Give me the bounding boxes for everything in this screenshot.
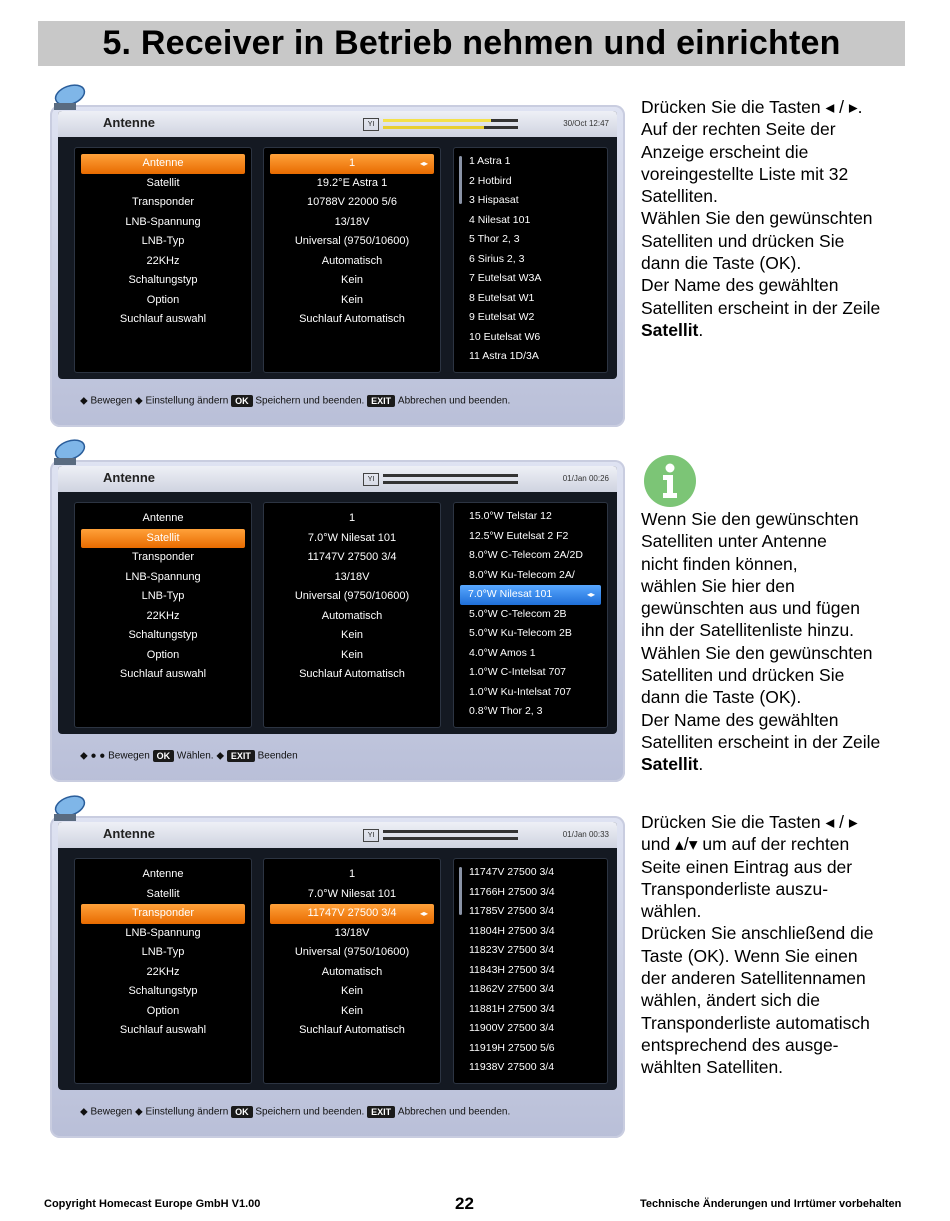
text-line: Drücken Sie die Tasten ◂ / ▸ [641,812,858,832]
osd-title: Antenne [103,826,155,841]
text-line: Drücken Sie die Tasten ◂ / ▸. [641,97,863,117]
value-22khz[interactable]: Automatisch [321,254,383,267]
list-item[interactable]: 11919H 27500 5/6 [469,1041,555,1054]
menu-item-antenne[interactable]: Antenne [81,154,245,174]
list-item[interactable]: 11785V 27500 3/4 [469,905,555,917]
menu-item-antenne[interactable]: Antenne [142,512,184,524]
menu-item-lnb-spannung[interactable]: LNB-Spannung [125,570,201,583]
list-item-text: 7.0°W Nilesat 101 [468,588,553,600]
list-item[interactable]: 5 Thor 2, 3 [469,233,520,245]
osd-title: Antenne [103,115,155,130]
osd-header [58,822,617,848]
menu-item-transponder[interactable]: Transponder [132,196,194,208]
list-item[interactable]: 11938V 27500 3/4 [469,1061,555,1073]
help-change: Einstellung ändern [145,1106,229,1118]
help-save: Speichern und beenden. [255,395,365,407]
left-right-arrow-icon: ◂▸ [586,590,595,599]
list-item[interactable]: 11766H 27500 3/4 [469,885,555,898]
menu-values [263,502,441,728]
info-icon [643,454,697,508]
menu-item-option[interactable]: Option [146,293,180,306]
list-item[interactable]: 8.0°W C-Telecom 2A/2D [469,549,583,561]
satellite-dish-icon [48,436,90,470]
text-line: nicht finden können, [641,553,798,574]
tv-frame [50,105,625,427]
list-item[interactable]: 12.5°W Eutelsat 2 F2 [469,529,569,542]
satellite-list [453,147,608,373]
tv-frame [50,460,625,782]
value-suchlauf[interactable]: Suchlauf Automatisch [299,668,405,680]
value-schaltungstyp[interactable]: Kein [340,629,364,641]
list-item[interactable]: 5.0°W Ku-Telecom 2B [469,627,572,639]
ok-key-icon: OK [231,395,253,407]
menu-item-satellit[interactable]: Satellit [146,176,180,189]
page-title-bar [38,21,905,66]
ok-key-icon: OK [231,1106,253,1118]
left-right-arrow-icon: ◂▸ [419,159,428,168]
value-22khz[interactable]: Automatisch [321,965,383,978]
menu-item-transponder[interactable]: Transponder [81,904,245,924]
value-lnb-spannung[interactable]: 13/18V [334,215,370,228]
menu-item-suchlauf[interactable]: Suchlauf auswahl [119,313,207,325]
exit-key-icon: EXIT [367,1106,395,1118]
list-item[interactable]: 3 Hispasat [469,194,519,206]
list-item[interactable]: 0.8°W Thor 2, 3 [469,705,543,717]
text-line: wählen. [641,901,702,922]
signal-quality-bar [383,481,518,484]
help-cancel: Abbrechen und beenden. [397,395,511,407]
menu-item-suchlauf[interactable]: Suchlauf auswahl [119,668,207,680]
ok-key-icon: OK [153,750,175,762]
osd-datetime: 01/Jan 00:33 [562,830,609,839]
satellite-list [453,502,608,728]
value-lnb-spannung[interactable]: 13/18V [334,926,370,939]
signal-strength-bar [383,830,518,833]
up-down-arrow-icon: ◆ ● ● [80,750,106,762]
up-down-arrow-icon: ◆ [80,1106,88,1118]
menu-item-transponder[interactable]: Transponder [132,551,194,563]
menu-item-lnb-typ[interactable]: LNB-Typ [141,590,185,602]
signal-icon: YI [363,473,379,486]
page-number: 22 [455,1194,474,1213]
list-item[interactable]: 8 Eutelsat W1 [469,291,535,304]
osd-help-bar [80,1106,510,1118]
text-line: Satelliten und drücken Sie [641,665,845,686]
list-item[interactable]: 4.0°W Amos 1 [469,646,536,659]
osd-datetime: 30/Oct 12:47 [563,119,609,128]
menu-item-suchlauf[interactable]: Suchlauf auswahl [119,1024,207,1036]
menu-item-option[interactable]: Option [146,1004,180,1017]
screenshot-antenna-satellite-list [50,95,628,427]
osd-screen [58,822,617,1090]
value-lnb-typ[interactable]: Universal (9750/10600) [294,590,410,602]
left-right-arrow-icon: ◆ [216,750,225,762]
value-transponder[interactable]: 10788V 22000 5/6 [307,196,397,208]
value-lnb-spannung[interactable]: 13/18V [334,570,370,583]
list-item[interactable]: 15.0°W Telstar 12 [469,510,552,522]
help-save: Speichern und beenden. [255,1106,365,1118]
list-item[interactable]: 11843H 27500 3/4 [469,963,555,976]
value-option[interactable]: Kein [340,1004,364,1017]
menu-item-satellit[interactable]: Satellit [146,887,180,900]
left-right-arrow-icon: ◂▸ [419,909,428,918]
text-line: entsprechend des ausge- [641,1034,839,1055]
value-schaltungstyp[interactable]: Kein [340,274,364,286]
text-line: Anzeige erscheint die [641,141,809,162]
menu-item-lnb-spannung[interactable]: LNB-Spannung [125,926,201,939]
list-item[interactable]: 11900V 27500 3/4 [469,1022,555,1034]
text-line: Seite einen Eintrag aus der [641,856,853,877]
exit-key-icon: EXIT [227,750,255,762]
text-line: gewünschten aus und fügen [641,598,860,619]
help-cancel: Abbrechen und beenden. [397,1106,511,1118]
value-suchlauf[interactable]: Suchlauf Automatisch [299,1024,405,1036]
menu-item-schaltungstyp[interactable]: Schaltungstyp [128,274,198,286]
tv-frame [50,816,625,1138]
text-line: Der Name des gewählten [641,709,839,730]
list-item[interactable]: 11823V 27500 3/4 [469,944,555,956]
osd-help-bar [80,750,298,762]
menu-item-schaltungstyp[interactable]: Schaltungstyp [128,985,198,997]
text-line: Satelliten unter Antenne [641,531,827,552]
menu-item-lnb-typ[interactable]: LNB-Typ [141,235,185,247]
list-item-selected[interactable] [460,585,601,605]
list-item[interactable]: 7 Eutelsat W3A [469,272,542,284]
text-line: Wählen Sie den gewünschten [641,208,873,229]
value-antenne[interactable] [270,154,434,174]
left-right-arrow-icon: ◆ [134,395,143,407]
list-item[interactable]: 4 Nilesat 101 [469,213,531,226]
menu-item-option[interactable]: Option [146,648,180,661]
value-text: 11747V 27500 3/4 [307,907,397,919]
value-text: 1 [348,157,356,169]
value-schaltungstyp[interactable]: Kein [340,985,364,997]
text-line: Satelliten erscheint in der Zeile [641,297,881,318]
list-item[interactable]: 1.0°W C-Intelsat 707 [469,666,566,678]
instruction-text-3 [641,811,941,1079]
help-move: Bewegen [90,395,133,407]
punctuation: . [698,754,704,775]
list-item[interactable]: 8.0°W Ku-Telecom 2A/ [469,568,575,581]
text-line: ihn der Satellitenliste hinzu. [641,620,855,641]
osd-screen [58,111,617,379]
text-line [641,319,941,341]
help-move: Bewegen [90,1106,133,1118]
transponder-list [453,858,608,1084]
list-item[interactable]: 11881H 27500 3/4 [469,1002,555,1015]
menu-values [263,147,441,373]
footer-disclaimer: Technische Änderungen und Irrtümer vorbehalten [640,1198,902,1210]
signal-quality-bar [383,837,518,840]
menu-item-schaltungstyp[interactable]: Schaltungstyp [128,629,198,641]
value-satellit[interactable]: 7.0°W Nilesat 101 [307,531,397,544]
menu-item-antenne[interactable]: Antenne [142,868,184,880]
value-lnb-typ[interactable]: Universal (9750/10600) [294,946,410,958]
list-item[interactable]: 11862V 27500 3/4 [469,983,555,995]
value-22khz[interactable]: Automatisch [321,609,383,622]
signal-quality-bar [383,126,518,129]
value-satellit[interactable]: 7.0°W Nilesat 101 [307,887,397,900]
text-line: Wählen Sie den gewünschten [641,642,873,663]
text-line: Auf der rechten Seite der [641,119,836,140]
text-line: Drücken Sie anschließend die [641,923,874,944]
help-end: Beenden [257,750,298,762]
screenshot-satellite-select [50,450,628,782]
menu-item-22khz[interactable]: 22KHz [146,965,180,978]
bold-term: Satellit [641,754,699,775]
menu-values [263,858,441,1084]
menu-item-lnb-spannung[interactable]: LNB-Spannung [125,215,201,228]
satellite-dish-icon [48,81,90,115]
menu-labels [74,502,252,728]
text-line: wählten Satelliten. [641,1057,784,1078]
text-line: Transponderliste auszu- [641,878,829,899]
text-line: und ▴/▾ um auf der rechten [641,834,850,855]
exit-key-icon: EXIT [367,395,395,407]
list-item[interactable]: 6 Sirius 2, 3 [469,252,525,265]
osd-help-bar [80,395,510,407]
list-item[interactable]: 11 Astra 1D/3A [469,350,539,362]
text-line: dann die Taste (OK). [641,687,802,708]
page-title: 5. Receiver in Betrieb nehmen und einrichten [102,24,841,62]
text-line: Satelliten. [641,186,718,207]
menu-labels [74,858,252,1084]
screenshot-transponder-list [50,806,628,1138]
signal-strength-bar [383,119,518,122]
osd-header [58,466,617,492]
signal-icon: YI [363,118,379,131]
list-item[interactable]: 1 Astra 1 [469,155,511,167]
punctuation: . [698,319,704,340]
list-item[interactable]: 11747V 27500 3/4 [469,866,555,878]
menu-item-lnb-typ[interactable]: LNB-Typ [141,946,185,958]
menu-item-22khz[interactable]: 22KHz [146,609,180,622]
help-select: Wählen. [176,750,214,762]
text-line: Satelliten und drücken Sie [641,230,845,251]
text-line: wählen Sie hier den [641,575,795,596]
value-antenne[interactable]: 1 [348,512,356,524]
menu-labels [74,147,252,373]
left-right-arrow-icon: ◆ [134,1106,143,1118]
osd-header [58,111,617,137]
value-transponder[interactable]: 11747V 27500 3/4 [307,551,397,563]
value-transponder[interactable] [270,904,434,924]
osd-screen [58,466,617,734]
instruction-text-1 [641,96,941,341]
footer-copyright: Copyright Homecast Europe GmbH V1.00 [44,1198,261,1210]
value-antenne[interactable]: 1 [348,868,356,880]
list-item[interactable]: 5.0°W C-Telecom 2B [469,607,567,620]
menu-item-satellit[interactable]: Satellit [81,529,245,549]
value-lnb-typ[interactable]: Universal (9750/10600) [294,235,410,247]
bold-term: Satellit [641,319,699,340]
text-line: Der Name des gewählten [641,275,839,296]
signal-strength-bar [383,474,518,477]
osd-title: Antenne [103,470,155,485]
osd-datetime: 01/Jan 00:26 [562,474,609,483]
help-change: Einstellung ändern [145,395,229,407]
help-move: Bewegen [108,750,150,762]
value-suchlauf[interactable]: Suchlauf Automatisch [299,313,405,325]
up-down-arrow-icon: ◆ [80,395,88,407]
text-line: wählen, ändert sich die [641,990,820,1011]
menu-item-22khz[interactable]: 22KHz [146,254,180,267]
satellite-dish-icon [48,792,90,826]
list-item[interactable]: 9 Eutelsat W2 [469,311,535,323]
text-line [641,753,941,775]
value-satellit[interactable]: 19.2°E Astra 1 [316,176,388,189]
text-line: der anderen Satellitennamen [641,968,866,989]
list-item[interactable]: 1.0°W Ku-Intelsat 707 [469,685,572,698]
text-line: Satelliten erscheint in der Zeile [641,731,881,752]
text-line: Transponderliste automatisch [641,1012,870,1033]
list-item[interactable]: 2 Hotbird [469,174,512,187]
text-line: Wenn Sie den gewünschten [641,509,859,529]
value-option[interactable]: Kein [340,293,364,306]
list-item[interactable]: 10 Eutelsat W6 [469,330,541,343]
value-option[interactable]: Kein [340,648,364,661]
signal-icon: YI [363,829,379,842]
text-line: voreingestellte Liste mit 32 [641,163,849,184]
text-line: dann die Taste (OK). [641,253,802,274]
text-line: Taste (OK). Wenn Sie einen [641,945,858,966]
list-item[interactable]: 11804H 27500 3/4 [469,924,555,937]
instruction-text-2 [641,508,941,776]
